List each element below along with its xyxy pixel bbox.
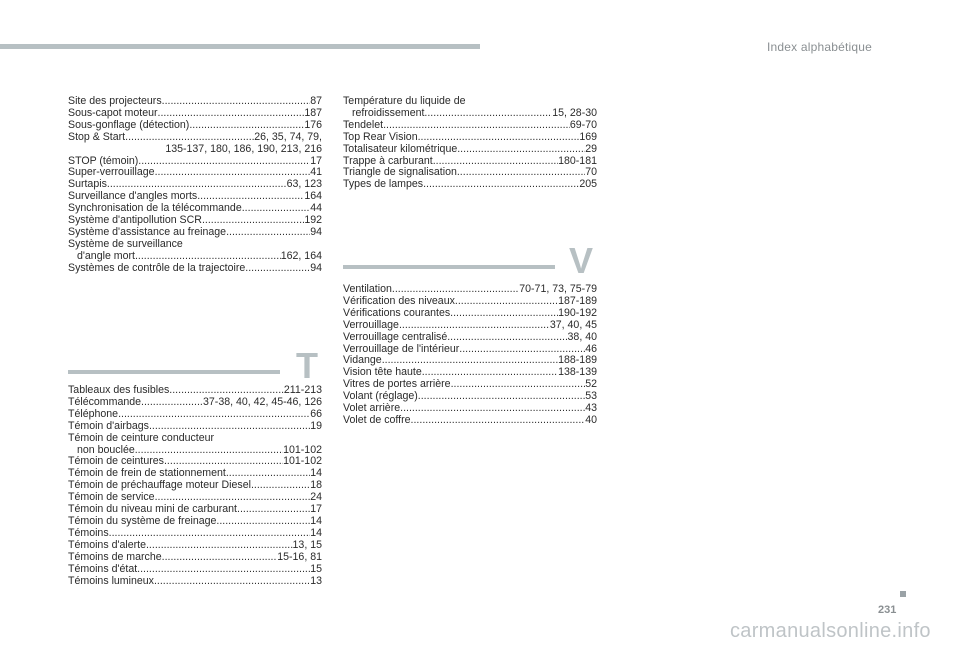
- entry-name: Vitres de portes arrière: [343, 378, 451, 391]
- entry-pages: 66: [310, 407, 322, 420]
- section-header-t: [68, 345, 322, 386]
- entry-name: Vérifications courantes: [343, 306, 451, 319]
- entry-pages: 43: [585, 402, 597, 415]
- entry-pages: 87: [310, 95, 322, 107]
- entry-pages: 101-102: [283, 455, 322, 468]
- entry-pages: 37-38, 40, 42, 45-46, 126: [203, 395, 322, 408]
- entry-name: Tableaux des fusibles: [68, 384, 170, 396]
- entry-pages: 94: [310, 261, 322, 274]
- index-entry: [343, 179, 597, 191]
- section-letter: V: [568, 240, 593, 281]
- entry-name: Température du liquide de: [343, 95, 466, 107]
- watermark-text: carmanualsonline.info: [730, 620, 931, 642]
- entry-name: Systèmes de contrôle de la trajectoire: [68, 261, 246, 274]
- leader-dots: [135, 251, 281, 263]
- entry-pages: 14: [310, 467, 322, 480]
- leader-dots: [118, 409, 310, 421]
- leader-dots: [447, 332, 567, 344]
- entry-pages: 17: [310, 154, 322, 167]
- index-entry: [68, 120, 322, 132]
- entry-name: Verrouillage centralisé: [343, 330, 448, 343]
- entry-pages: 41: [310, 166, 322, 179]
- leader-dots: [400, 403, 585, 415]
- index-entry: [343, 120, 597, 132]
- leader-dots: [189, 120, 304, 132]
- entry-name: Volant (réglage): [343, 390, 418, 403]
- entry-name: Verrouillage: [343, 318, 399, 331]
- entry-name: Témoin de frein de stationnement: [68, 467, 226, 480]
- entry-name: Témoins de marche: [68, 550, 162, 563]
- leader-dots: [109, 528, 311, 540]
- page-header-title: Index alphabétique: [766, 40, 872, 54]
- index-entry: [343, 320, 597, 332]
- entry-name: Tendelet: [343, 118, 384, 131]
- entry-name: Témoin de ceintures: [68, 455, 164, 468]
- entry-pages: 26, 35, 74, 79,: [254, 130, 322, 143]
- leader-dots: [450, 308, 558, 320]
- index-entry: [68, 528, 322, 540]
- leader-dots: [418, 391, 585, 403]
- leader-dots: [226, 227, 310, 239]
- entry-name: Sous-capot moteur: [68, 106, 158, 119]
- leader-dots: [146, 540, 293, 552]
- leader-dots: [138, 156, 310, 168]
- entry-pages: 14: [310, 514, 322, 527]
- entry-pages: 69-70: [569, 118, 597, 131]
- leader-dots: [162, 96, 311, 108]
- entry-pages: 17: [310, 503, 322, 516]
- entry-pages: 190-192: [558, 306, 597, 319]
- entry-name: Verrouillage de l'intérieur: [343, 342, 460, 355]
- entry-name: Synchronisation de la télécommande: [68, 202, 242, 215]
- entry-pages-continued: 135-137, 180, 186, 190, 213, 216: [165, 142, 322, 155]
- index-entry: [68, 409, 322, 421]
- entry-name: Témoin de ceinture conducteur: [68, 431, 215, 444]
- leader-dots: [457, 167, 585, 179]
- leader-dots: [149, 421, 310, 433]
- index-entry: [343, 308, 597, 320]
- entry-name: Système de surveillance: [68, 237, 183, 250]
- section-letter: T: [296, 345, 318, 386]
- entry-pages: 15, 28-30: [552, 106, 597, 119]
- entry-name: Témoin du niveau mini de carburant: [68, 503, 238, 516]
- entry-pages: 13, 15: [292, 538, 322, 551]
- entry-pages: 188-189: [558, 354, 597, 367]
- entry-name: Témoins d'état: [68, 562, 138, 575]
- leader-dots: [242, 203, 310, 215]
- entry-name: Top Rear Vision: [343, 130, 418, 143]
- entry-name: Vérification des niveaux: [343, 294, 455, 307]
- entry-pages: 29: [585, 142, 597, 155]
- entry-pages: 53: [585, 390, 597, 403]
- entry-name: Volet de coffre: [343, 413, 411, 426]
- section-header-v: [343, 240, 597, 281]
- index-entry: [343, 144, 597, 156]
- header-rule: [0, 44, 480, 49]
- entry-pages: 15-16, 81: [277, 550, 322, 563]
- entry-pages: 14: [310, 526, 322, 539]
- leader-dots: [162, 552, 278, 564]
- entry-name: Types de lampes: [343, 178, 424, 191]
- entry-pages: 192: [304, 214, 322, 227]
- entry-pages: 24: [310, 491, 322, 504]
- index-entry: [68, 576, 322, 588]
- leader-dots: [399, 320, 550, 332]
- entry-pages: 169: [579, 130, 597, 143]
- leader-dots: [411, 415, 586, 427]
- index-entry: [343, 132, 597, 144]
- section-rule: [68, 370, 280, 374]
- entry-name: Surveillance d'angles morts: [68, 190, 198, 203]
- entry-pages: 38, 40: [567, 330, 597, 343]
- entry-pages: 101-102: [283, 443, 322, 456]
- leader-dots: [154, 576, 310, 588]
- index-entry: [68, 263, 322, 275]
- page-number: 231: [878, 604, 897, 616]
- entry-name: Vidange: [343, 354, 382, 367]
- entry-name: Stop & Start: [68, 130, 126, 143]
- index-column-left-t: [68, 385, 322, 587]
- entry-pages: 63, 123: [286, 178, 322, 191]
- entry-pages: 176: [304, 118, 322, 131]
- entry-name: Surtapis: [68, 178, 107, 191]
- leader-dots: [455, 296, 558, 308]
- entry-name: Témoin d'airbags: [68, 419, 149, 432]
- index-column-right-t: [343, 96, 597, 191]
- entry-pages: 70-71, 73, 75-79: [519, 283, 597, 295]
- index-entry: [68, 433, 322, 445]
- entry-pages: 162, 164: [280, 249, 322, 262]
- entry-name: Vision tête haute: [343, 366, 422, 379]
- index-column-left-s: [68, 96, 322, 275]
- entry-name: Témoins d'alerte: [68, 538, 146, 551]
- leader-dots: [418, 132, 580, 144]
- entry-name: Totalisateur kilométrique: [343, 142, 458, 155]
- leader-dots: [383, 120, 570, 132]
- entry-name: Témoin de préchauffage moteur Diesel: [68, 479, 251, 492]
- index-entry: [68, 564, 322, 576]
- leader-dots: [251, 480, 310, 492]
- entry-name: Site des projecteurs: [68, 95, 162, 107]
- leader-dots: [451, 379, 586, 391]
- index-entry: [68, 540, 322, 552]
- index-entry: [68, 251, 322, 263]
- index-column-right-v: [343, 284, 597, 427]
- entry-name: Télécommande: [68, 395, 142, 408]
- entry-pages: 15: [310, 562, 322, 575]
- entry-name: Trappe à carburant: [343, 154, 433, 167]
- entry-name: Triangle de signalisation: [343, 166, 457, 179]
- entry-name: refroidissement: [352, 106, 425, 119]
- entry-pages: 94: [310, 225, 322, 238]
- leader-dots: [137, 564, 310, 576]
- leader-dots: [245, 263, 310, 275]
- leader-dots: [424, 108, 552, 120]
- entry-pages: 18: [310, 479, 322, 492]
- entry-pages: 138-139: [558, 366, 597, 379]
- entry-name: non bouclée: [77, 443, 135, 456]
- entry-name: Témoins lumineux: [68, 574, 154, 587]
- section-rule: [343, 265, 555, 269]
- entry-name: d'angle mort: [77, 249, 135, 262]
- entry-name: Téléphone: [68, 407, 119, 420]
- entry-pages: 46: [585, 342, 597, 355]
- entry-name: Ventilation: [343, 283, 392, 295]
- entry-pages: 52: [585, 378, 597, 391]
- entry-pages: 187-189: [558, 294, 597, 307]
- index-entry: [343, 332, 597, 344]
- entry-pages: 19: [310, 419, 322, 432]
- entry-pages: 164: [304, 190, 322, 203]
- entry-pages: 211-213: [283, 384, 322, 396]
- leader-dots: [125, 132, 254, 144]
- entry-pages: 37, 40, 45: [549, 318, 597, 331]
- page-marker: [900, 591, 906, 597]
- entry-pages: 180-181: [558, 154, 597, 167]
- leader-dots: [423, 179, 579, 191]
- entry-name: Témoin de service: [68, 491, 155, 504]
- entry-pages: 205: [579, 178, 597, 191]
- leader-dots: [141, 397, 203, 409]
- leader-dots: [216, 516, 310, 528]
- index-entry: [68, 239, 322, 251]
- entry-pages: 44: [310, 202, 322, 215]
- leader-dots: [237, 504, 310, 516]
- entry-pages: 13: [310, 574, 322, 587]
- entry-name: Super-verrouillage: [68, 166, 155, 179]
- entry-name: Sous-gonflage (détection): [68, 118, 190, 131]
- index-entry: [343, 415, 597, 427]
- index-entry: [68, 552, 322, 564]
- entry-name: Témoins: [68, 526, 109, 539]
- entry-name: Témoin du système de freinage: [68, 514, 217, 527]
- leader-dots: [457, 144, 585, 156]
- entry-name: Système d'antipollution SCR: [68, 214, 202, 227]
- entry-pages: 187: [304, 106, 322, 119]
- entry-pages: 40: [585, 413, 597, 426]
- index-entry: [68, 421, 322, 433]
- index-entry: [68, 132, 322, 144]
- entry-name: Volet arrière: [343, 402, 401, 415]
- entry-name: STOP (témoin): [68, 154, 139, 167]
- entry-name: Système d'assistance au freinage: [68, 225, 227, 238]
- entry-pages: 70: [585, 166, 597, 179]
